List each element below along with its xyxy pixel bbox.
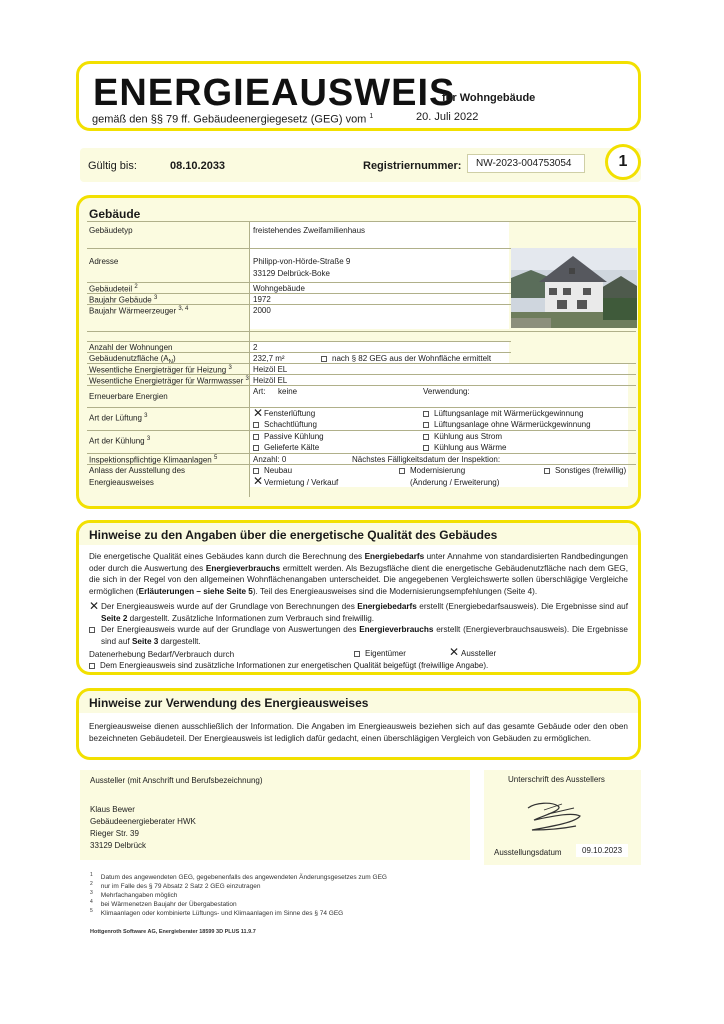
footnote-number: 1 — [90, 872, 93, 878]
checkbox[interactable] — [423, 434, 429, 440]
checkbox[interactable] — [423, 445, 429, 451]
rental-sale-check-icon[interactable]: ✕ — [253, 474, 264, 488]
handwritten-signature — [514, 798, 594, 838]
label-heat-generator-year-text: Baujahr Wärmeerzeuger — [89, 306, 177, 316]
legal-footnote-ref: 1 — [369, 113, 374, 120]
footnote-text: nur im Falle des § 79 Absatz 2 Satz 2 GEG einzutragen — [100, 883, 261, 891]
footnote-1 — [90, 872, 387, 881]
option-new-build-label: Neubau — [264, 466, 293, 475]
option-text: dargestellt. — [158, 636, 201, 646]
footnote-4 — [90, 899, 237, 908]
footnote-ref: 3 — [144, 413, 148, 419]
option-bold: Energieverbrauchs — [359, 625, 434, 634]
registration-number: NW-2023-004753054 — [467, 154, 585, 173]
para-text: unter Annahme von standardisierten Randbedingungen oder durch die Auswertung des — [89, 552, 628, 573]
row-spacer — [87, 331, 636, 341]
legal-basis — [92, 113, 373, 126]
value-water-carrier: Heizöl EL — [253, 376, 288, 385]
label-floor-area-end: ) — [172, 354, 176, 363]
footnote-ref: 2 — [134, 284, 138, 290]
label-heating-carrier-text: Wesentliche Energieträger für Heizung — [89, 365, 227, 375]
value-apartments: 2 — [253, 343, 258, 352]
footnote-number: 3 — [90, 890, 93, 896]
checkbox[interactable] — [399, 468, 405, 474]
footnote-text: Datum des angewendeten GEG, gegebenenfalls des angewendeten Änderungsgesetzes zum GEG — [100, 874, 387, 882]
document-subtitle: für Wohngebäude — [442, 92, 536, 104]
valid-until-label: Gültig bis: — [88, 160, 137, 172]
row-floor-area — [87, 352, 511, 366]
registration-label: Registriernummer: — [363, 160, 462, 172]
para-text: Die energetische Qualität eines Gebäudes kann durch die Berechnung des — [89, 552, 365, 561]
footnote-number: 2 — [90, 881, 93, 887]
row-address — [87, 248, 511, 282]
option-text: dargestellt. Zusätzliche Informationen zum Verbrauch sind freiwillig. — [127, 613, 375, 623]
label-renewable: Erneuerbare Energien — [89, 392, 168, 401]
option-other-label: Sonstiges (freiwillig) — [555, 466, 627, 475]
issuer-check-icon[interactable]: ✕ — [449, 645, 460, 659]
label-heat-generator-year — [89, 306, 188, 316]
option-bold: Seite 2 — [101, 613, 128, 623]
option-bold: Energiebedarfs — [357, 602, 417, 611]
row-construction-year — [87, 293, 511, 304]
row-air-conditioning — [87, 453, 636, 464]
issuer-box — [80, 770, 470, 860]
building-photo — [511, 248, 637, 328]
label-building-part-text: Gebäudeteil — [89, 284, 133, 294]
para-text: ermittelt werden. Als Bezugsfläche dient die energetische Gebäudenutzfläche nach dem GEG, die sich in der Regel von den allgemeinen Wohnflächenangaben unterscheidet. Die angegebenen Vergleichswerte sollen überschlägige Vergleiche ermöglichen ( — [89, 563, 629, 596]
header-frame — [76, 61, 641, 131]
usage-notes-text: Energieausweise dienen ausschließlich der Information. Die Angaben im Energieausweis beziehen sich auf das gesamte Gebäude oder den oben bezeichneten Gebäudeteil. Der Energieausweis ist lediglich dafür gedacht, einen überschlägigen Vergleich von Gebäuden zu ermöglichen. — [89, 722, 628, 743]
value-address-line1: Philipp-von-Hörde-Straße 9 — [253, 257, 351, 266]
row-water-carrier — [87, 374, 636, 385]
software-credit: Hottgenroth Software AG, Energieberater 18599 3D PLUS 11.9.7 — [90, 929, 256, 935]
footnote-number: 5 — [90, 908, 93, 914]
label-ventilation — [89, 413, 148, 423]
option-text: Der Energieausweis wurde auf der Grundlage von Berechnungen des — [101, 602, 358, 611]
option-owner-label: Eigentümer — [365, 649, 406, 658]
option-cooling-electricity[interactable] — [423, 432, 502, 441]
row-ventilation — [87, 407, 636, 430]
para-text: ). Teil des Energieausweises sind die Modernisierungsempfehlungen (Seite 4). — [252, 586, 538, 596]
value-floor-area: 232,7 m² — [253, 354, 285, 363]
quality-notes-section — [76, 520, 641, 675]
signature-box — [484, 770, 641, 865]
label-floor-area-sub: N — [168, 359, 173, 366]
consumption-certificate-option — [101, 624, 628, 647]
label-building-type: Gebäudetyp — [89, 226, 133, 235]
checkbox[interactable] — [253, 434, 259, 440]
option-modernization-sub: (Änderung / Erweiterung) — [410, 478, 500, 487]
option-rental-sale: Vermietung / Verkauf — [264, 478, 339, 487]
quality-notes-paragraph — [89, 551, 628, 597]
footnote-text: bei Wärmenetzen Baujahr der Übergabestation — [100, 901, 237, 909]
issue-date-label: Ausstellungsdatum — [494, 848, 562, 857]
option-modernization-label: Modernisierung — [410, 466, 466, 475]
footnote-2 — [90, 881, 260, 890]
legal-date: 20. Juli 2022 — [416, 111, 479, 123]
value-heat-generator-year: 2000 — [253, 306, 271, 315]
footnote-text: Klimaanlagen oder kombinierte Lüftungs- und Klimaanlagen im Sinne des § 74 GEG — [100, 910, 344, 918]
para-bold: Energiebedarfs — [364, 552, 425, 561]
value-address-line2: 33129 Delbrück-Boke — [253, 269, 330, 278]
page-number: 1 — [605, 144, 641, 180]
label-issue-reason-1: Anlass der Ausstellung des — [89, 466, 186, 475]
option-text: Der Energieausweis wurde auf der Grundlage von Auswertungen des — [101, 625, 360, 634]
checkbox[interactable] — [89, 663, 95, 669]
row-issue-reason — [87, 464, 636, 488]
validity-bar — [80, 148, 641, 182]
label-renewable-usage: Verwendung: — [423, 387, 470, 396]
issuer-name: Klaus Bewer — [90, 805, 135, 814]
row-cooling — [87, 430, 636, 453]
valid-until-date: 08.10.2033 — [170, 160, 226, 172]
label-renewable-type: Art: — [253, 387, 266, 396]
footnote-ref: 3 — [153, 295, 158, 301]
option-modernization[interactable] — [399, 466, 465, 475]
option-ventilation-with-recovery[interactable] — [423, 409, 583, 418]
option-ventilation-without-recovery[interactable] — [423, 420, 591, 429]
footnote-ref: 3 — [245, 376, 249, 382]
usage-notes-section — [76, 688, 641, 760]
option-cooling-heat[interactable] — [423, 443, 506, 452]
value-building-part: Wohngebäude — [253, 284, 305, 293]
footnote-ref: 3 — [146, 436, 151, 442]
row-building-part — [87, 282, 511, 293]
option-owner[interactable] — [354, 649, 406, 658]
demand-certificate-option — [101, 601, 628, 624]
issue-date: 09.10.2023 — [576, 844, 628, 857]
footnote-ref: 3, 4 — [178, 306, 189, 312]
checkbox[interactable] — [253, 445, 259, 451]
label-cooling-text: Art der Kühlung — [89, 436, 145, 446]
value-heating-carrier: Heizöl EL — [253, 365, 288, 374]
option-delivered-cold[interactable] — [253, 443, 319, 452]
para-bold: Energieverbrauchs — [205, 563, 281, 573]
additional-info-label: Dem Energieausweis sind zusätzliche Informationen zur energetischen Qualität beigefügt (freiwillige Angabe). — [100, 661, 489, 670]
checkbox[interactable] — [354, 651, 360, 657]
option-other[interactable] — [544, 466, 626, 475]
option-ventilation-without-recovery-label: Lüftungsanlage ohne Wärmerückgewinnung — [434, 420, 591, 429]
quality-notes-title: Hinweise zu den Angaben über die energetische Qualität des Gebäudes — [89, 528, 498, 542]
label-construction-year-text: Baujahr Gebäude — [89, 295, 152, 305]
floor-area-option[interactable] — [321, 354, 491, 363]
row-heat-generator-year — [87, 304, 511, 328]
legal-text: gemäß den §§ 79 ff. Gebäudeenergiegesetz (GEG) vom — [92, 113, 367, 126]
building-section — [76, 195, 641, 509]
footnote-ref: 5 — [213, 455, 218, 461]
signature-label: Unterschrift des Ausstellers — [508, 775, 605, 784]
checkbox[interactable] — [423, 411, 429, 417]
para-bold: Erläuterungen – siehe Seite 5 — [138, 586, 253, 596]
checkbox[interactable] — [423, 422, 429, 428]
additional-info-option[interactable] — [89, 661, 488, 670]
option-issuer: Aussteller — [461, 649, 497, 658]
option-shaft-ventilation[interactable] — [253, 420, 317, 429]
option-ventilation-with-recovery-label: Lüftungsanlage mit Wärmerückgewinnung — [434, 409, 584, 418]
label-address: Adresse — [89, 257, 119, 266]
option-window-ventilation: Fensterlüftung — [264, 409, 316, 418]
issuer-street: Rieger Str. 39 — [90, 829, 139, 838]
option-cooling-heat-label: Kühlung aus Wärme — [434, 443, 507, 452]
option-bold: Seite 3 — [131, 636, 159, 646]
label-floor-area-text: Gebäudenutzfläche (A — [89, 354, 169, 363]
row-heating-carrier — [87, 363, 636, 374]
footnote-5 — [90, 908, 343, 917]
row-apartments — [87, 341, 511, 352]
issuer-label: Aussteller (mit Anschrift und Berufsbezeichnung) — [90, 776, 263, 785]
label-cooling — [89, 436, 150, 446]
label-water-carrier-text: Wesentliche Energieträger für Warmwasser — [89, 376, 244, 386]
house-image — [511, 248, 637, 328]
footnote-text: Mehrfachangaben möglich — [100, 892, 178, 900]
checkbox[interactable] — [544, 468, 550, 474]
window-ventilation-check-icon[interactable]: ✕ — [253, 406, 264, 420]
data-collection-label: Datenerhebung Bedarf/Verbrauch durch — [89, 650, 235, 659]
consumption-certificate-checkbox[interactable] — [89, 627, 95, 633]
option-text: erstellt (Energieverbrauchsausweis). Die Ergebnisse sind auf — [101, 625, 628, 646]
checkbox[interactable] — [253, 422, 259, 428]
label-ventilation-text: Art der Lüftung — [89, 413, 142, 423]
demand-certificate-check-icon[interactable]: ✕ — [89, 599, 100, 613]
label-apartments: Anzahl der Wohnungen — [89, 343, 173, 352]
row-renewable — [87, 385, 636, 407]
table-divider — [249, 221, 250, 497]
value-renewable-type: keine — [278, 387, 298, 396]
document-title: ENERGIEAUSWEIS — [93, 72, 456, 114]
footnote-ref: 3 — [228, 365, 232, 371]
footnote-number: 4 — [90, 899, 93, 905]
option-delivered-cold-label: Gelieferte Kälte — [264, 443, 320, 452]
option-passive-cooling-label: Passive Kühlung — [264, 432, 324, 441]
floor-area-note: nach § 82 GEG aus der Wohnfläche ermittelt — [332, 354, 492, 363]
option-shaft-ventilation-label: Schachtlüftung — [264, 420, 317, 429]
usage-notes-title: Hinweise zur Verwendung des Energieausweises — [89, 696, 369, 710]
issuer-city: 33129 Delbrück — [90, 841, 147, 850]
option-passive-cooling[interactable] — [253, 432, 324, 441]
building-section-title: Gebäude — [89, 207, 141, 221]
row-building-type — [87, 221, 636, 241]
value-air-conditioning-count: Anzahl: 0 — [253, 455, 287, 464]
value-building-type: freistehendes Zweifamilienhaus — [253, 226, 366, 235]
value-construction-year: 1972 — [253, 295, 271, 304]
label-next-inspection: Nächstes Fälligkeitsdatum der Inspektion: — [352, 455, 501, 464]
floor-area-checkbox[interactable] — [321, 356, 327, 362]
option-cooling-electricity-label: Kühlung aus Strom — [434, 432, 503, 441]
issuer-title: Gebäudeenergieberater HWK — [90, 817, 196, 826]
label-issue-reason-2: Energieausweises — [89, 478, 154, 487]
label-air-conditioning-text: Inspektionspflichtige Klimaanlagen — [89, 455, 212, 465]
option-text: erstellt (Energiebedarfsausweis). Die Ergebnisse sind auf — [416, 602, 628, 611]
footnote-3 — [90, 890, 177, 899]
